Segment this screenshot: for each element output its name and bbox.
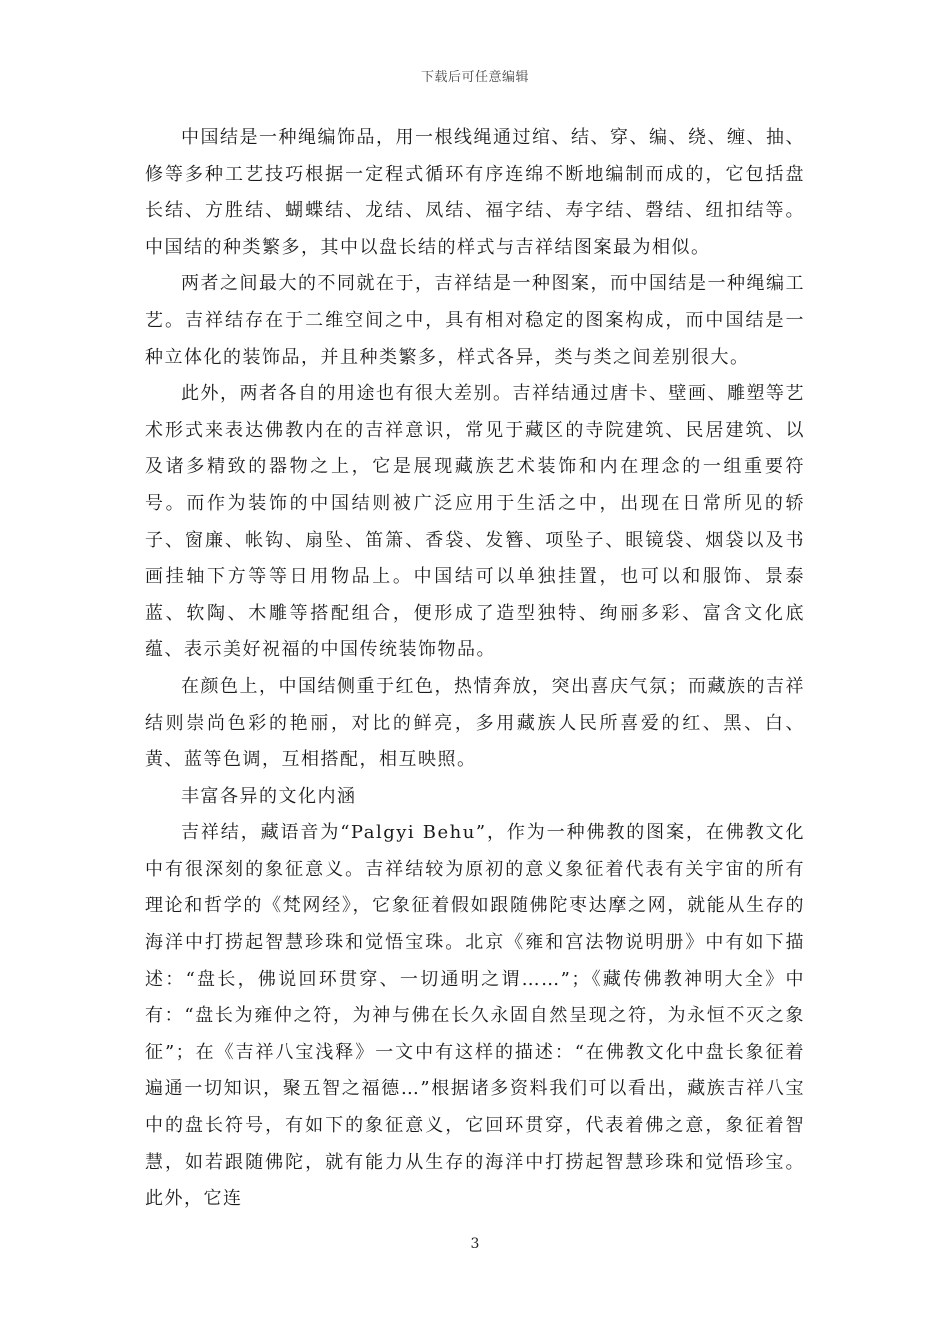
paragraph-auspicious-knot-meaning: 吉祥结，藏语音为“Palgyi Behu”，作为一种佛教的图案，在佛教文化中有很深刻的象征意义。吉祥结较为原初的意义象征着代表有关宇宙的所有理论和哲学的《梵网经》，它象征着假如跟随佛陀枣达摩之网，就能从生存的海洋中打捞起智慧珍珠和觉悟宝珠。北京《雍和宫法物说明册》中有如下描述：“盘长，佛说回环贯穿、一切通明之谓……”；《藏传佛教神明大全》中有：“盘长为雍仲之符，为神与佛在长久永固自然呈现之符，为永恒不灭之象征”；在《吉祥八宝浅释》一文中有这样的描述：“在佛教文化中盘长象征着遍通一切知识，聚五智之福德…”根据诸多资料我们可以看出，藏族吉祥八宝中的盘长符号，有如下的象征意义，它回环贯穿，代表着佛之意，象征着智慧，如若跟随佛陀，就有能力从生存的海洋中打捞起智慧珍珠和觉悟珍宝。此外，它连 (145, 822, 805, 1210)
paragraph-chinese-knot-definition: 中国结是一种绳编饰品，用一根线绳通过绾、结、穿、编、绕、缠、抽、修等多种工艺技巧根据一定程式循环有序连绵不断地编制而成的，它包括盘长结、方胜结、蝴蝶结、龙结、凤结、福字结、寿字结、磬结、纽扣结等。中国结的种类繁多，其中以盘长结的样式与吉祥结图案最为相似。 (145, 127, 805, 258)
paragraph-color-difference: 在颜色上，中国结侧重于红色，热情奔放，突出喜庆气氛；而藏族的吉祥结则崇尚色彩的艳丽，对比的鲜亮，多用藏族人民所喜爱的红、黑、白、黄、蓝等色调，互相搭配，相互映照。 (145, 675, 805, 771)
page-header: 下载后可任意编辑 (420, 70, 529, 85)
paragraph-usage-difference: 此外，两者各自的用途也有很大差别。吉祥结通过唐卡、壁画、雕塑等艺术形式来表达佛教内在的吉祥意识，常见于藏区的寺院建筑、民居建筑、以及诸多精致的器物之上，它是展现藏族艺术装饰和内在理念的一组重要符号。而作为装饰的中国结则被广泛应用于生活之中，出现在日常所见的轿子、窗廉、帐钩、扇坠、笛箫、香袋、发簪、项坠子、眼镜袋、烟袋以及书画挂轴下方等等日用物品上。中国结可以单独挂置，也可以和服饰、景泰蓝、软陶、木雕等搭配组合，便形成了造型独特、绚丽多彩、富含文化底蕴、表示美好祝福的中国传统装饰物品。 (145, 383, 805, 661)
document-body (145, 120, 805, 1218)
section-heading-cultural-connotation: 丰富各异的文化内涵 (181, 785, 357, 807)
page-number: 3 (470, 1236, 480, 1252)
paragraph-main-difference: 两者之间最大的不同就在于，吉祥结是一种图案，而中国结是一种绳编工艺。吉祥结存在于二维空间之中，具有相对稳定的图案构成，而中国结是一种立体化的装饰品，并且种类繁多，样式各异，类与类之间差别很大。 (145, 273, 805, 368)
